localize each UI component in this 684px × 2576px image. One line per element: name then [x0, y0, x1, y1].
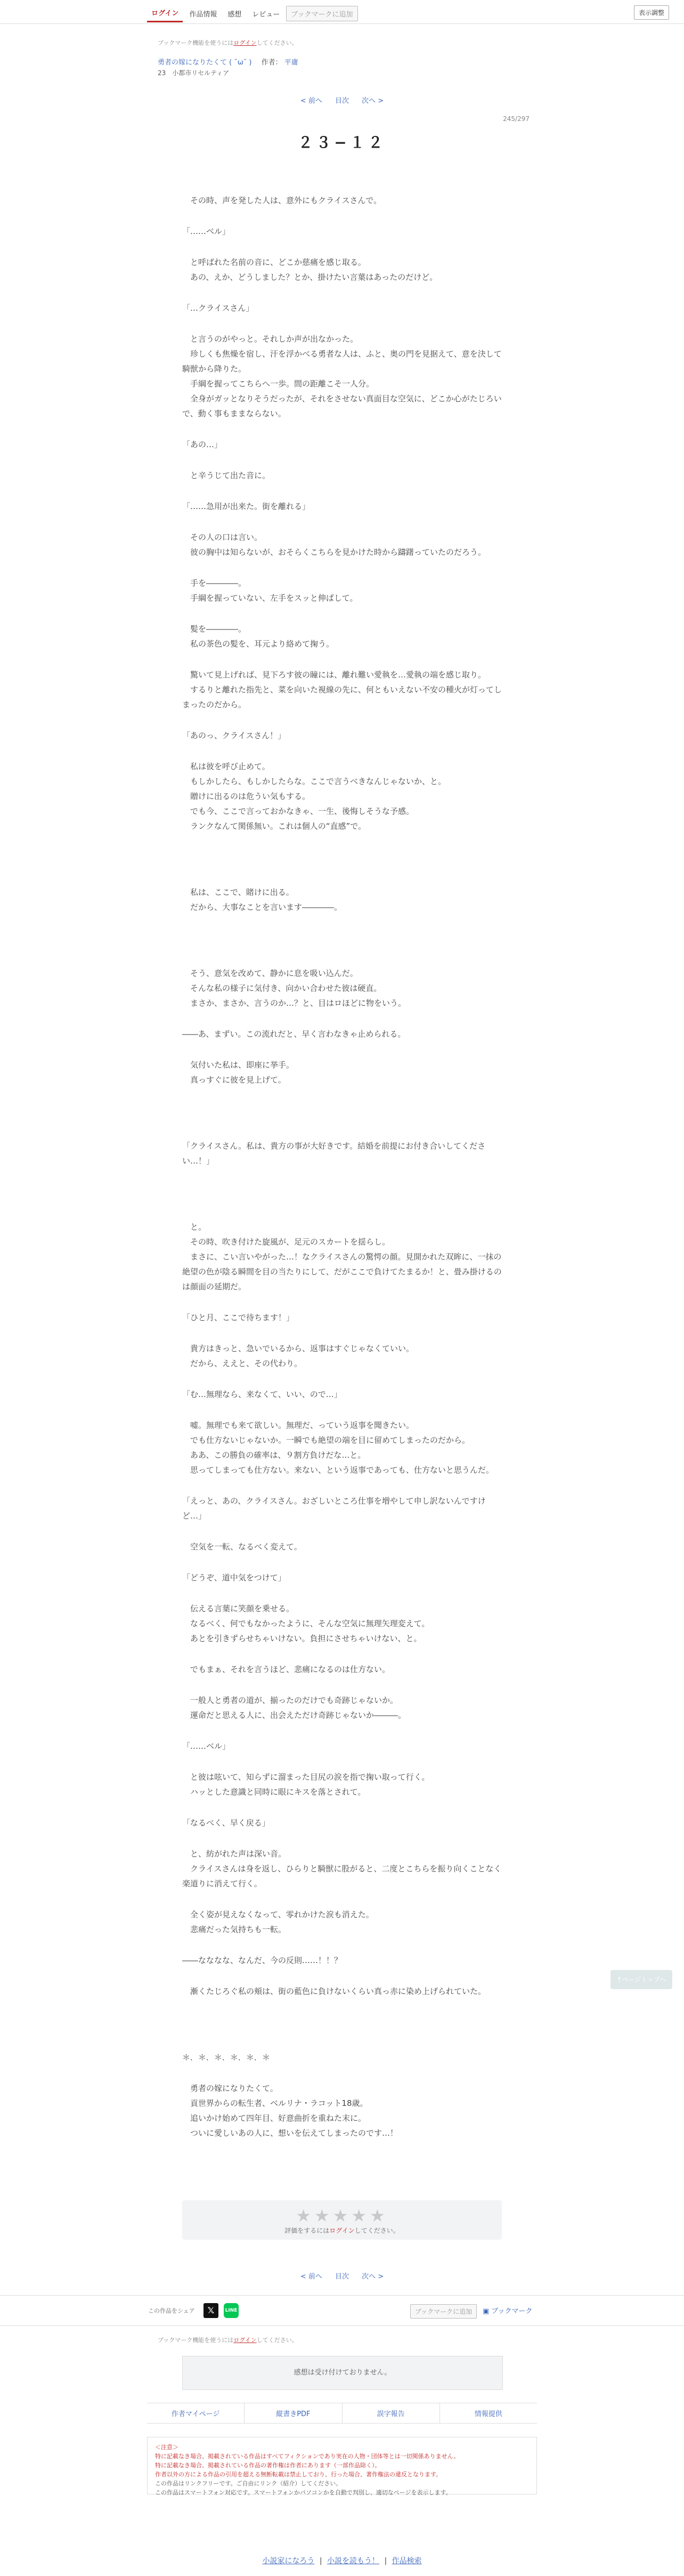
page-number: 245/297 — [503, 115, 530, 123]
prev-link[interactable]: < 前へ — [300, 97, 322, 105]
bookmark-icon: ▣ — [483, 2307, 492, 2315]
story-paragraph: 気付いた私は、即座に挙手。 真っすぐに彼を見上げて。 — [190, 1060, 295, 1085]
paragraph-gap — [182, 1723, 502, 1739]
paragraph-gap — [182, 560, 502, 576]
paragraph-gap — [182, 712, 502, 728]
typo-report-link[interactable]: 誤字報告 — [343, 2403, 440, 2423]
footer-sep: | — [319, 2557, 322, 2565]
story-paragraph: 「む…無理なら、来なくて、いい、ので…」 — [182, 1390, 342, 1399]
paragraph-gap — [182, 931, 502, 966]
paragraph-gap — [182, 651, 502, 667]
story-body — [182, 193, 502, 2157]
notice-text-end-2: してください。 — [256, 2337, 298, 2344]
story-paragraph: と呼ばれた名前の音に、どこか慈痛を感じ取る。 あの、えか、どうしました？とか、掛けたい言葉はあったのだけど。 — [190, 257, 438, 282]
notice-text-end: してください。 — [256, 39, 298, 46]
caution-line: 特に記載なき場合、掲載されている作品はすべてフィクションであり実在の人物・団体等とは一切関係ありません。 — [155, 2453, 460, 2460]
story-paragraph: 「えっと、あの、クライスさん。おざしいところ仕事を増やして申し訳ないんですけど…」 — [182, 1496, 486, 1521]
paragraph-gap — [182, 1087, 502, 1103]
login-link[interactable]: ログイン — [147, 4, 183, 22]
bookmark-link[interactable] — [483, 2305, 533, 2315]
story-paragraph: 貴方はきっと、急いでいるから、返事はすぐじゃなくていい。 だから、ええと、その代わり。 — [190, 1344, 414, 1368]
bookmark-notice-bottom — [158, 2336, 298, 2344]
notice-login-link-2[interactable]: ログイン — [233, 2337, 257, 2344]
story-paragraph: 「あのっ、クライスさん！」 — [182, 731, 286, 740]
author-mypage-link[interactable]: 作者マイページ — [147, 2403, 245, 2423]
story-paragraph: 私は、ここで、賭けに出る。 だから、大事なことを言います――――。 — [190, 887, 343, 912]
paragraph-gap — [182, 1754, 502, 1770]
story-paragraph: 「クライスさん。私は、貴方の事が大好きです。結婚を前提にお付き合いしてください…！」 — [182, 1141, 486, 1166]
story-paragraph: 嘘。無理でも来て欲しい。無理だ、っていう返事を聞きたい。 でも仕方ないじゃないか。一瞬でも絶望の端を目に留めてしまったのだから。 ああ、この勝負の確率は、９割方負けだな…と。 思ってしまっても仕方ない。来ない、という返事であっても、仕方ないと思うんだ。 — [190, 1420, 494, 1475]
footer-link-yomou[interactable]: 小説を読もう！ — [327, 2557, 379, 2565]
paragraph-gap — [182, 2141, 502, 2157]
paragraph-gap — [182, 514, 502, 530]
paragraph-gap — [182, 1294, 502, 1310]
paragraph-gap — [182, 285, 502, 301]
paragraph-gap — [182, 1011, 502, 1027]
display-settings-button[interactable]: 表示調整 — [634, 5, 669, 20]
author-links — [147, 2403, 537, 2424]
paragraph-gap — [182, 208, 502, 224]
author-label: 作者： — [261, 59, 282, 67]
caution-note: この作品はリンクフリーです。ご自由にリンク（紹介）してください。 — [155, 2480, 342, 2487]
story-paragraph: と辛うじて出た音に。 — [182, 471, 271, 480]
story-paragraph: と言うのがやっと。それしか声が出なかった。 珍しくも焦燥を宿し、汗を浮かべる勇者な人は、ふと、奥の門を見据えて、意を決して騎獣から降りた。 手綱を握ってこちらへ一歩。間の距離こそ一人分。 全身がガッとなりそうだったが、それをさせない真面目な空気に、どこか心がたじろいで、動く事もままならない。 — [182, 334, 502, 418]
story-paragraph: 「……ベル」 — [182, 1741, 231, 1751]
paragraph-gap — [182, 1891, 502, 1907]
rating-login-link[interactable]: ログイン — [329, 2227, 355, 2234]
story-paragraph: ＊．＊．＊．＊．＊．＊ — [182, 2053, 271, 2062]
paragraph-gap — [182, 850, 502, 885]
index-link[interactable]: 目次 — [335, 97, 349, 105]
index-link-bottom[interactable]: 目次 — [335, 2273, 349, 2281]
story-paragraph: 「…クライスさん」 — [182, 303, 254, 313]
notice-login-link[interactable]: ログイン — [233, 39, 257, 46]
paragraph-gap — [182, 1937, 502, 1953]
footer-sep: | — [384, 2557, 387, 2565]
paragraph-gap — [182, 1554, 502, 1570]
story-paragraph: 一般人と勇者の道が、揃ったのだけでも奇跡じゃないか。 運命だと思える人に、出会えただけ奇跡じゃないか―――。 — [190, 1695, 406, 1720]
rating-box — [182, 2200, 502, 2240]
story-paragraph: 全く姿が見えなくなって、零れかけた涙も消えた。 悲痛だった気持ちも一転。 — [190, 1910, 374, 1934]
paragraph-gap — [182, 834, 502, 850]
story-paragraph: 「なるべく、早く戻る」 — [182, 1818, 270, 1828]
paragraph-gap — [182, 1184, 502, 1220]
story-paragraph: 「どうぞ、道中気をつけて」 — [182, 1573, 286, 1582]
story-paragraph: 「ひと月、ここで待ちます！」 — [182, 1313, 295, 1322]
story-paragraph: 私は彼を呼び止めて。 もしかしたら、もしかしたらな。ここで言うべきなんじゃないか、と。 贈けに出るのは危うい気もする。 でも今、ここで言っておかなきゃ、一生、後悔しそうな予感。 ランクなんて関係無い。これは個人の“直感”で。 — [190, 762, 446, 831]
paragraph-gap — [182, 316, 502, 332]
paragraph-gap — [182, 1523, 502, 1539]
story-paragraph: 漸くたじろぐ私の頬は、街の藍色に負けないくらい真っ赤に染め上げられていた。 — [182, 1986, 486, 1996]
paragraph-gap — [182, 483, 502, 499]
works-info-link[interactable]: 作品情報 — [189, 10, 217, 19]
paragraph-gap — [182, 2015, 502, 2050]
story-paragraph: ――あ、まずい。この流れだと、早く言わなきゃ止められる。 — [182, 1029, 406, 1039]
story-paragraph: と、紡がれた声は深い音。 クライスさんは身を返し、ひらりと騎獣に股がると、二度とこちらを振り向くことなく楽道りに消えて行く。 — [182, 1849, 502, 1888]
episode-title: ２３−１２ — [298, 134, 386, 151]
next-link[interactable]: 次へ > — [362, 97, 384, 105]
vertical-pdf-link[interactable]: 縦書きPDF — [245, 2403, 342, 2423]
notice-text-2: ブックマーク機能を使うには — [158, 2337, 234, 2344]
story-paragraph: と。 その時、吹き付けた旋風が、足元のスカートを揺らし。 まさに、こい言いやがった…！なクライスさんの驚愕の顔。見開かれた双眸に、一抹の絶望の色が陰る瞬間を目の当たりにして、だがここで負けてたまるか！と、畳み掛けるのは顔面の延期だ。 — [182, 1222, 502, 1291]
paragraph-gap — [182, 239, 502, 255]
paragraph-gap — [182, 1585, 502, 1601]
paragraph-gap — [182, 743, 502, 759]
footer-link-search[interactable]: 作品検索 — [392, 2557, 422, 2565]
bookmark-link-label: ブックマーク — [491, 2307, 533, 2315]
paragraph-gap — [182, 605, 502, 621]
caution-line: 特に記載なき場合、掲載されている作品の著作権は作者にあります（一部作品除く）。 — [155, 2462, 381, 2469]
bookmark-notice — [158, 38, 298, 47]
paragraph-gap — [182, 1646, 502, 1662]
paragraph-gap — [182, 1168, 502, 1184]
bookmark-add-button-bottom[interactable]: ブックマークに追加 — [410, 2304, 477, 2319]
line-share-icon[interactable]: LINE — [224, 2303, 239, 2318]
rating-stars[interactable]: ★★★★★ — [296, 2206, 388, 2226]
top-nav-bar — [0, 0, 684, 24]
x-share-icon[interactable]: 𝕏 — [203, 2303, 218, 2318]
story-paragraph: 手を――――。 手綱を握っていない、左手をスッと伸ばして。 — [190, 578, 358, 603]
rating-text-after: してください。 — [354, 2227, 400, 2234]
story-paragraph: そう、意気を改めて、静かに息を吸い込んだ。 そんな私の様子に気付き、向かい合わせた彼は硬直。 まさか、まさか、言うのか…？と、目はロほどに物をいう。 — [190, 968, 406, 1008]
top-nav — [147, 4, 358, 22]
story-paragraph: その時、声を発した人は、意外にもクライスさんで。 — [182, 196, 382, 205]
paragraph-gap — [182, 2065, 502, 2081]
caution-note: この作品はスマートフォン対応です。スマートフォンかパソコンかを自動で判別し、適切なページを表示します。 — [155, 2489, 452, 2496]
paragraph-gap — [182, 1402, 502, 1418]
footer-link-narou[interactable]: 小説家になろう — [262, 2557, 315, 2565]
paragraph-gap — [182, 1371, 502, 1387]
story-paragraph: 空気を一転、なるべく変えて。 — [182, 1542, 302, 1552]
pager-top — [0, 95, 684, 105]
caution-head: ＜注意＞ — [155, 2444, 178, 2451]
story-paragraph: と彼は呟いて、知らずに溜まった目尻の涙を指で掬い取って行く。 ハッとした意識と同時に眼にキスを落とされて。 — [190, 1772, 430, 1797]
rating-text — [182, 2226, 502, 2235]
rating-text-before: 評価をするには — [284, 2227, 330, 2234]
chapter-title: 23 小都市リセルティア — [158, 69, 230, 77]
story-paragraph: 「あの…」 — [182, 440, 223, 449]
bookmark-add-button[interactable]: ブックマークに追加 — [286, 6, 357, 21]
info-provide-link[interactable]: 情報提供 — [474, 2410, 502, 2418]
author-link[interactable]: 平庸 — [284, 59, 298, 67]
paragraph-gap — [182, 1830, 502, 1846]
paragraph-gap — [182, 1799, 502, 1815]
story-paragraph: 「……急用が出来た。街を離れる」 — [182, 502, 311, 511]
notice-text: ブックマーク機能を使うには — [158, 39, 234, 46]
review-link[interactable]: レビュー — [252, 10, 280, 19]
share-bar — [0, 2295, 684, 2326]
story-paragraph: でもまぁ、それを言うほど、悲痛になるのは仕方ない。 — [182, 1665, 390, 1674]
paragraph-gap — [182, 915, 502, 931]
series-title-link[interactable]: 勇者の嫁になりたくて ( ˘ω˘ ) — [158, 59, 252, 67]
story-paragraph: ――なななな、なんだ、今の反則……！！？ — [182, 1956, 343, 1965]
impression-box: 感想は受け付けておりません。 — [182, 2356, 503, 2390]
paragraph-gap — [182, 452, 502, 468]
paragraph-gap — [182, 1677, 502, 1693]
impressions-link[interactable]: 感想 — [227, 10, 242, 19]
paragraph-gap — [182, 1477, 502, 1493]
share-label: この作品をシェア — [148, 2307, 195, 2314]
story-paragraph: 伝える言葉に笑顔を乗せる。 なるべく、何でもなかったように、そんな空気に無理矢理変えて。 あとを引きずらせちゃいけない。負担にさせちゃいけない、と。 — [190, 1604, 430, 1643]
page-top-button[interactable]: ↑ページトップへ — [610, 1970, 672, 1989]
paragraph-gap — [182, 1041, 502, 1057]
prev-link-bottom[interactable]: < 前へ — [300, 2273, 322, 2281]
series-info — [158, 56, 298, 67]
paragraph-gap — [182, 1325, 502, 1341]
paragraph-gap — [182, 1103, 502, 1138]
story-paragraph: 「……ベル」 — [182, 227, 231, 236]
story-paragraph: その人の口は言い。 彼の胸中は知らないが、おそらくこちらを見かけた時から躊躇っていたのだろう。 — [190, 532, 486, 557]
story-paragraph: 髪を――――。 私の茶色の髪を、耳元より絡めて掬う。 — [190, 624, 335, 649]
footer-links — [0, 2555, 684, 2566]
caution-line: 作者以外の方による作品の引用を超える無断転載は禁止しており、行った場合、著作権法の違反となります。 — [155, 2471, 442, 2478]
paragraph-gap — [182, 1999, 502, 2015]
caution-box — [147, 2437, 537, 2494]
next-link-bottom[interactable]: 次へ > — [362, 2273, 384, 2281]
paragraph-gap — [182, 1968, 502, 1984]
story-paragraph: 勇者の嫁になりたくて。 貢世界からの転生者、ベルリナ・ラコット18歳。 追いかけ始めて四年目、好意曲折を重ねた末に。 ついに愛しいあの人に、想いを伝えてしまったのです…！ — [190, 2084, 398, 2138]
pager-bottom — [0, 2271, 684, 2281]
story-paragraph: 驚いて見上げれば、見下ろす彼の瞳には、離れ難い愛執を…愛執の端を感じ取り。 するりと離れた指先と、菜を向いた視線の先に、何ともいえない不安の種火が灯ってしまったのだから。 — [182, 670, 502, 709]
paragraph-gap — [182, 421, 502, 437]
